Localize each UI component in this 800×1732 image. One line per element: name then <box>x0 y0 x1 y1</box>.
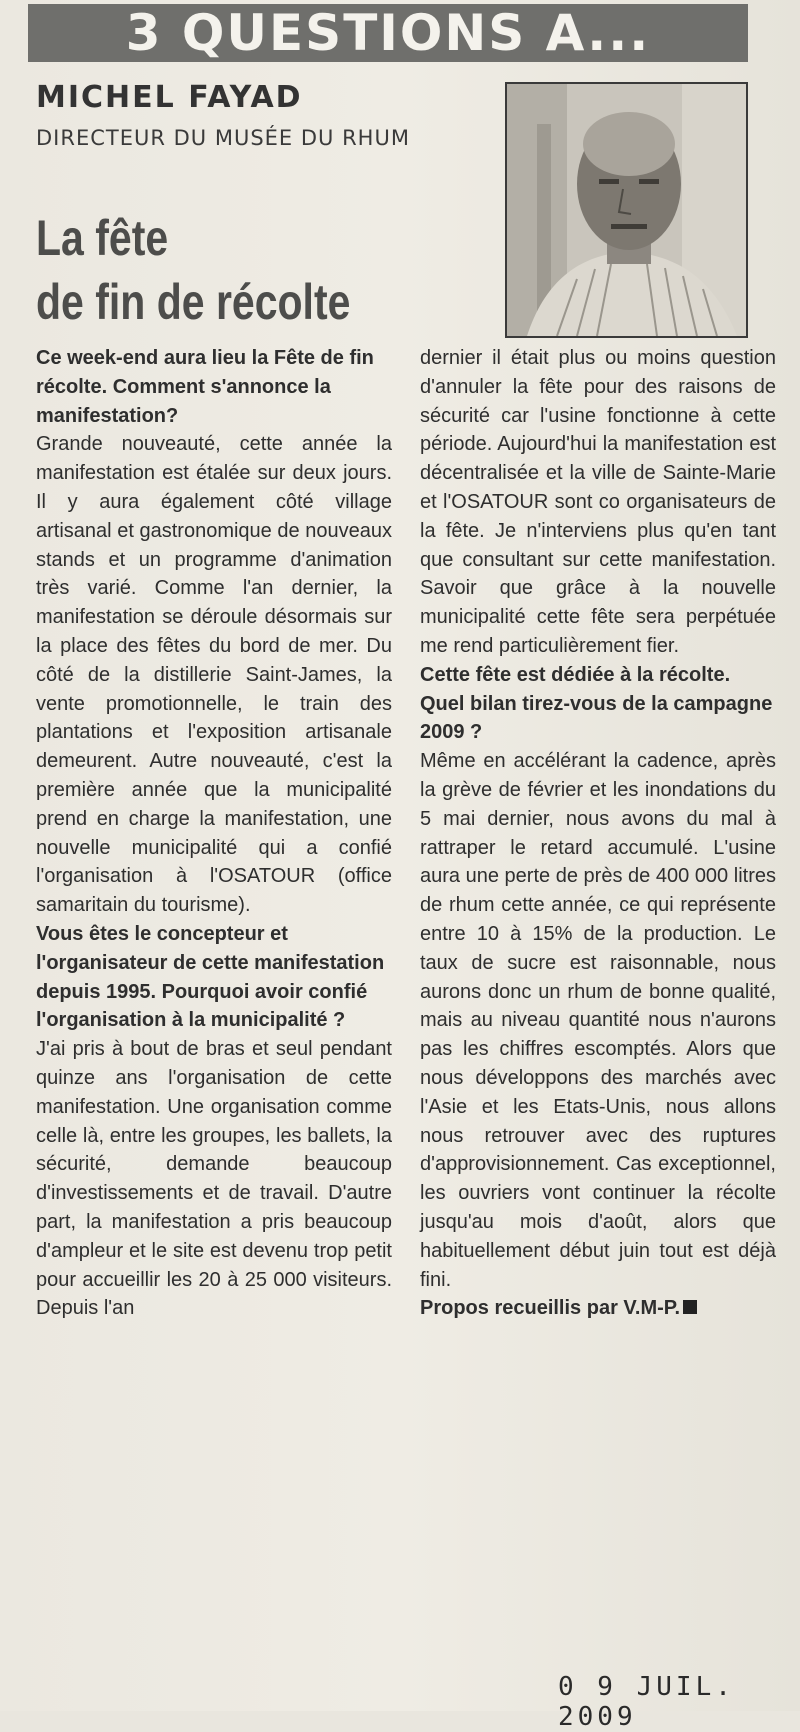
end-mark <box>683 1300 697 1314</box>
interviewee-role: DIRECTEUR DU MUSÉE DU RHUM <box>36 126 410 150</box>
question-1: Ce week-end aura lieu la Fête de fin récolte. Comment s'annonce la manifestation? <box>36 347 374 427</box>
column-left <box>36 344 392 1323</box>
banner-title: 3 QUESTIONS A... <box>125 4 651 62</box>
column-right <box>420 344 776 1323</box>
question-2: Vous êtes le concepteur et l'organisateur de cette manifestation depuis 1995. Pourquoi avoir confié l'organisation à la municipalité ? <box>36 922 385 1032</box>
answer-2-part-2: dernier il était plus ou moins question d'annuler la fête pour des raisons de sécurité car l'usine fonctionne à cette période. Aujourd'hui la manifestation est décentralisée et la ville de Sainte-Marie et l'OSATOUR sont co organisateurs de la fête. Je n'interviens plus qu'en tant que consultant sur cette manifestation. Savoir que grâce à la nouvelle municipalité cette fête sera perpétuée me rend particulièrement fier. <box>420 347 776 657</box>
date-stamp: 0 9 JUIL. 2009 <box>558 1672 735 1732</box>
section-banner <box>28 4 748 62</box>
answer-2-part-1: J'ai pris à bout de bras et seul pendant quinze ans l'organisation de cette manifestation. Une organisation comme celle là, entre les groupes, les ballets, la sécurité, demande beaucoup d'investissements et de travail. D'autre part, la manifestation a pris beaucoup d'ampleur et le site est devenu trop petit pour accueillir les 20 à 25 000 visiteurs. Depuis l'an <box>36 1038 392 1320</box>
signature-text: Propos recueillis par V.M-P. <box>420 1297 681 1320</box>
question-3: Cette fête est dédiée à la récolte. Quel bilan tirez-vous de la campagne 2009 ? <box>420 663 773 744</box>
portrait-photo <box>505 82 748 338</box>
article-headline <box>36 206 397 334</box>
signature-line <box>420 1294 776 1323</box>
answer-3: Même en accélérant la cadence, après la grève de février et les inondations du 5 mai dernier, nous avons du mal à rattraper le retard accumulé. L'usine aura une perte de près de 400 000 litres de rhum cette année, ce qui représente entre 10 à 15% de la production. Le taux de sucre est raisonnable, nous aurons donc un rhum de bonne qualité, mais au niveau quantité nous n'aurons pas les chiffres escomptés. Alors que nous développons des marchés avec l'Asie et les Etats-Unis, nous allons nous retrouver avec des ruptures d'approvisionnement. Cas exceptionnel, les ouvriers vont continuer la récolte jusqu'au mois d'août, alors que habituellement début juin tout est déjà fini. <box>420 750 776 1291</box>
portrait-image <box>507 84 746 336</box>
answer-1: Grande nouveauté, cette année la manifestation est étalée sur deux jours. Il y aura également côté village artisanal et gastronomique de nouveaux stands et un programme d'animation très varié. Comme l'an dernier, la manifestation se déroule désormais sur la place des fêtes du bord de mer. Du côté de la distillerie Saint-James, la vente promotionnelle, le train des plantations et l'exposition artisanale demeurent. Autre nouveauté, c'est la première année que la municipalité prend en charge la manifestation, une nouvelle municipalité qui a confié l'organisation à l'OSATOUR (office samaritain du tourisme). <box>36 433 392 917</box>
interviewee-name: MICHEL FAYAD <box>36 80 303 115</box>
headline-line-2: de fin de récolte <box>36 274 351 330</box>
headline-line-1: La fête <box>36 210 169 266</box>
